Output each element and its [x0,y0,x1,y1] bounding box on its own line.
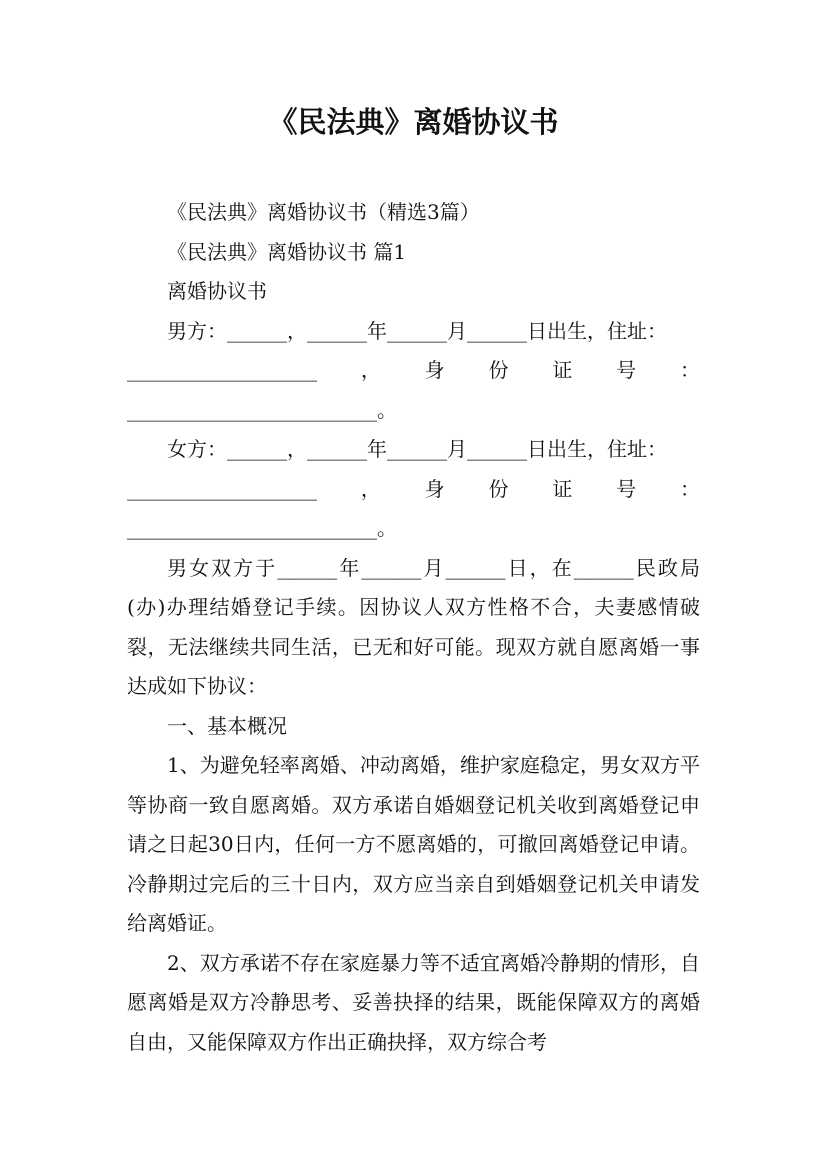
female-id-char: 份 [488,476,509,501]
subtitle: 《民法典》离婚协议书（精选3篇） [167,200,480,224]
female-info-line1: 女方：______，______年______月______日出生，住址： [167,437,667,461]
male-id-char: 证 [552,358,573,382]
male-id-blank: _________________________。 [127,397,397,422]
male-id-char: 份 [488,358,509,382]
male-id-char: ， [360,358,381,382]
clause-1: 1、为避免轻率离婚、冲动离婚，维护家庭稳定，男女双方平等协商一致自愿离婚。双方承诺自婚姻登记机关收到离婚登记申请之日起30日内，任何一方不愿离婚的，可撤回离婚登记申请。冷静期过完后的三十日内，双方应当亲自到婚姻登记机关申请发给离婚证。 [127,753,700,935]
male-id-char: 身 [424,358,445,382]
female-id-blank: _________________________。 [127,516,397,540]
section-one-heading: 一、基本概况 [167,713,287,738]
intro-paragraph: 男女双方于______年______月______日，在______民政局(办)办理结婚登记手续。因协议人双方性格不合，夫妻感情破裂，无法继续共同生活，已无和好可能。现双方就自愿离婚一事达成如下协议： [127,555,700,698]
clause-2: 2、双方承诺不存在家庭暴力等不适宜离婚冷静期的情形，自愿离婚是双方冷静思考、妥善抉择的结果，既能保障双方的离婚自由，又能保障双方作出正确抉择，双方综合考 [127,950,700,1054]
female-id-char: ： [679,476,700,501]
male-info-line1: 男方：______，______年______月______日出生，住址： [167,318,667,343]
document-body [127,193,700,1062]
female-id-char: 号 [616,476,637,501]
female-id-char: ， [360,476,381,501]
section-heading: 《民法典》离婚协议书 篇1 [167,239,407,264]
female-address-blank: ___________________ [127,476,317,501]
female-info-line2 [127,470,700,510]
male-id-char: ： [679,358,700,382]
female-id-char: 证 [552,476,573,501]
document-title: 《民法典》离婚协议书 [268,105,559,139]
doc-heading: 离婚协议书 [167,279,267,303]
male-info-line2 [127,351,700,391]
male-address-blank: ___________________ [127,358,317,382]
female-id-char: 身 [424,476,445,501]
male-id-char: 号 [616,358,637,382]
